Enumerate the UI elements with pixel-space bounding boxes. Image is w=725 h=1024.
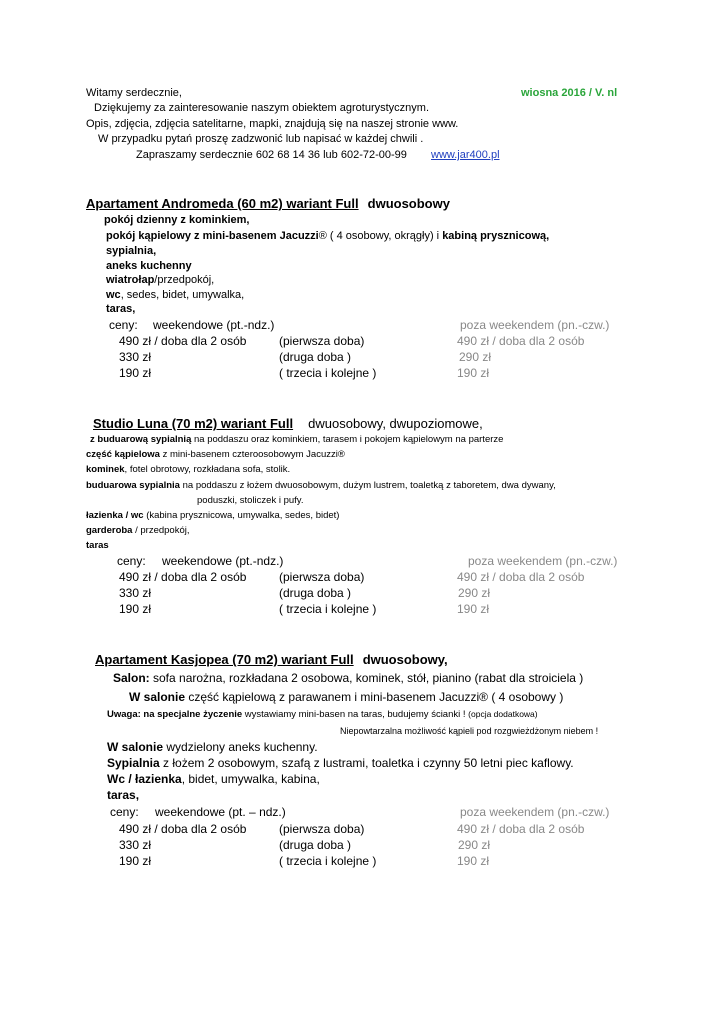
kasjopea-line-7-bold: Wc / łazienka — [107, 772, 182, 786]
luna-third-we: 190 zł — [119, 602, 152, 616]
andromeda-line-2 — [106, 230, 549, 243]
season-label: wiosna 2016 / V. nl — [521, 87, 618, 99]
andromeda-first-note: (pierwsza doba) — [279, 334, 365, 348]
kasjopea-line-1-bold: Salon: — [113, 671, 150, 685]
luna-line-7-text: / przedpokój, — [132, 525, 190, 536]
phone-numbers: Zapraszamy serdecznie 602 68 14 36 lub 602-72-00-99 — [136, 149, 407, 161]
andromeda-third-note: ( trzecia i kolejne ) — [279, 366, 377, 380]
andromeda-line-3: sypialnia, — [106, 245, 157, 257]
luna-line-3 — [86, 464, 290, 476]
luna-second-ow: 290 zł — [458, 586, 491, 600]
luna-price-label: ceny: — [117, 554, 146, 568]
andromeda-title: Apartament Andromeda (60 m2) wariant Full — [86, 196, 359, 211]
andromeda-second-note: (druga doba ) — [279, 350, 352, 364]
kasjopea-line-6 — [107, 756, 574, 771]
luna-line-6-text: (kabina prysznicowa, umywalka, sedes, bidet) — [143, 510, 340, 521]
luna-line-2-bold: część kąpielowa — [86, 449, 160, 460]
luna-line-1 — [90, 434, 503, 446]
luna-third-ow: 190 zł — [457, 602, 490, 616]
kasjopea-line-3 — [107, 708, 538, 721]
kasjopea-second-ow: 290 zł — [458, 838, 491, 852]
luna-line-3-text: , fotel obrotowy, rozkładana sofa, stolik. — [124, 464, 291, 475]
kasjopea-line-8: taras, — [107, 788, 140, 802]
kasjopea-price-label: ceny: — [110, 805, 139, 819]
andromeda-second-we: 330 zł — [119, 350, 152, 364]
luna-line-3-bold: kominek — [86, 464, 125, 475]
kasjopea-line-2-bold: W salonie — [129, 690, 186, 704]
kasjopea-first-ow: 490 zł / doba dla 2 osób — [457, 822, 585, 836]
info-line: Opis, zdjęcia, zdjęcia satelitarne, mapki, znajdują się na naszej stronie www. — [86, 118, 459, 130]
luna-second-note: (druga doba ) — [279, 586, 352, 600]
andromeda-heading — [86, 196, 450, 212]
andromeda-first-we: 490 zł / doba dla 2 osób — [119, 334, 247, 348]
kasjopea-subtitle: dwuosobowy, — [362, 652, 448, 667]
luna-weekend-header: weekendowe (pt.-ndz.) — [162, 554, 284, 568]
andromeda-line-5-bold: wiatrołap — [106, 274, 155, 286]
kasjopea-line-3-bold2: : na specjalne życzenie — [137, 709, 243, 720]
andromeda-line-4: aneks kuchenny — [106, 260, 192, 272]
andromeda-weekend-header: weekendowe (pt.-ndz.) — [153, 318, 275, 332]
kasjopea-line-7-text: , bidet, umywalka, kabina, — [181, 772, 320, 786]
andromeda-line-6-text: , sedes, bidet, umywalka, — [120, 289, 245, 301]
luna-line-8: taras — [86, 540, 109, 551]
kasjopea-line-3-bold: Uwaga — [107, 709, 138, 720]
andromeda-price-label: ceny: — [109, 318, 138, 332]
luna-title: Studio Luna (70 m2) wariant Full — [93, 416, 294, 431]
andromeda-line-5 — [106, 274, 214, 287]
kasjopea-line-5-bold: W salonie — [107, 740, 164, 754]
andromeda-subtitle: dwuosobowy — [367, 196, 450, 211]
kasjopea-third-note: ( trzecia i kolejne ) — [279, 854, 377, 868]
kasjopea-offweek-header: poza weekendem (pn.-czw.) — [460, 805, 610, 819]
luna-first-ow: 490 zł / doba dla 2 osób — [457, 570, 585, 584]
luna-line-1-text: na poddaszu oraz kominkiem, tarasem i pokojem kąpielowym na parterze — [191, 434, 504, 445]
andromeda-line-2-shower: kabiną prysznicową, — [442, 230, 550, 242]
kasjopea-line-7 — [107, 772, 320, 787]
kasjopea-first-note: (pierwsza doba) — [279, 822, 365, 836]
contact-request-line: W przypadku pytań proszę zadzwonić lub napisać w każdej chwili . — [98, 133, 424, 145]
luna-offweek-header: poza weekendem (pn.-czw.) — [468, 554, 618, 568]
andromeda-line-2-bold: pokój kąpielowy z mini-basenem Jacuzzi — [106, 230, 319, 242]
luna-subtitle: dwuosobowy, dwupoziomowe, — [308, 416, 483, 431]
kasjopea-second-note: (druga doba ) — [279, 838, 352, 852]
kasjopea-heading — [95, 652, 448, 668]
kasjopea-line-3-text: wystawiamy mini-basen na taras, budujemy ścianki ! — [242, 709, 469, 720]
luna-line-7-bold: garderoba — [86, 525, 133, 536]
kasjopea-third-we: 190 zł — [119, 854, 152, 868]
kasjopea-line-2-text: część kąpielową z parawanem i mini-basenem Jacuzzi® ( 4 osobowy ) — [185, 690, 564, 704]
kasjopea-line-6-text: z łożem 2 osobowym, szafą z lustrami, toaletka i czynny 50 letni piec kaflowy. — [159, 756, 574, 770]
luna-line-6 — [86, 510, 339, 522]
kasjopea-weekend-header: weekendowe (pt. – ndz.) — [155, 805, 286, 819]
luna-line-2 — [86, 449, 345, 461]
andromeda-line-6-bold: wc — [106, 289, 121, 301]
kasjopea-line-1-text: sofa narożna, rozkładana 2 osobowa, kominek, stół, pianino (rabat dla stroiciela ) — [149, 671, 584, 685]
kasjopea-line-3-option: (opcja dodatkowa) — [468, 709, 538, 719]
kasjopea-line-6-bold: Sypialnia — [107, 756, 160, 770]
andromeda-line-1: pokój dzienny z kominkiem, — [104, 214, 250, 226]
luna-line-5: poduszki, stoliczek i pufy. — [197, 495, 304, 506]
greeting: Witamy serdecznie, — [86, 87, 182, 99]
andromeda-line-5-text: /przedpokój, — [154, 274, 215, 286]
luna-line-4-bold: buduarowa sypialnia — [86, 480, 180, 491]
andromeda-first-ow: 490 zł / doba dla 2 osób — [457, 334, 585, 348]
kasjopea-line-5 — [107, 740, 318, 755]
kasjopea-third-ow: 190 zł — [457, 854, 490, 868]
andromeda-second-ow: 290 zł — [459, 350, 492, 364]
andromeda-line-2-text: ® ( 4 osobowy, okrągły) i — [318, 230, 443, 242]
andromeda-third-ow: 190 zł — [457, 366, 490, 380]
kasjopea-first-we: 490 zł / doba dla 2 osób — [119, 822, 247, 836]
andromeda-line-6 — [106, 289, 244, 302]
luna-heading — [93, 416, 483, 432]
kasjopea-line-5-text: wydzielony aneks kuchenny. — [163, 740, 318, 754]
luna-first-we: 490 zł / doba dla 2 osób — [119, 570, 247, 584]
andromeda-offweek-header: poza weekendem (pn.-czw.) — [460, 318, 610, 332]
luna-first-note: (pierwsza doba) — [279, 570, 365, 584]
kasjopea-title: Apartament Kasjopea (70 m2) wariant Full — [95, 652, 354, 667]
luna-line-7 — [86, 525, 190, 537]
thanks-line: Dziękujemy za zainteresowanie naszym obiektem agroturystycznym. — [94, 102, 430, 114]
luna-line-4 — [86, 480, 556, 492]
invite-line — [136, 149, 500, 162]
luna-line-4-text: na poddaszu z łożem dwuosobowym, dużym lustrem, toaletką z taboretem, dwa dywany, — [179, 480, 556, 491]
kasjopea-line-4: Niepowtarzalna możliwość kąpieli pod rozgwieżdżonym niebem ! — [340, 726, 599, 736]
luna-line-1-bold: z buduarową sypialnią — [90, 434, 192, 445]
kasjopea-line-2 — [129, 690, 563, 705]
luna-second-we: 330 zł — [119, 586, 152, 600]
andromeda-third-we: 190 zł — [119, 366, 152, 380]
website-link[interactable]: www.jar400.pl — [431, 149, 500, 161]
luna-third-note: ( trzecia i kolejne ) — [279, 602, 377, 616]
luna-line-2-text: z mini-basenem czteroosobowym Jacuzzi® — [159, 449, 345, 460]
andromeda-line-7: taras, — [106, 303, 136, 315]
kasjopea-line-1 — [113, 671, 583, 686]
kasjopea-second-we: 330 zł — [119, 838, 152, 852]
luna-line-6-bold: łazienka / wc — [86, 510, 144, 521]
